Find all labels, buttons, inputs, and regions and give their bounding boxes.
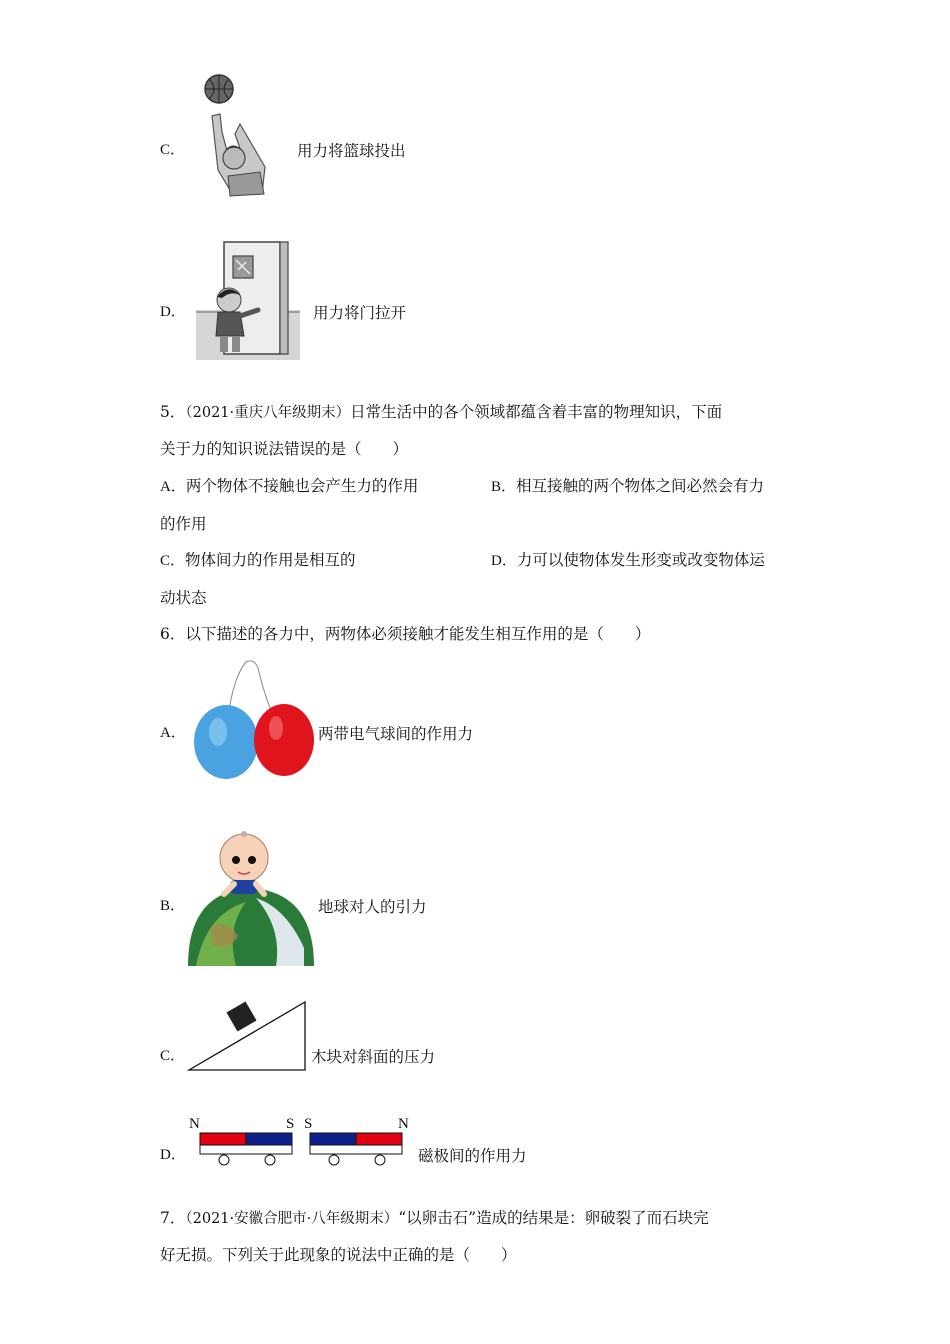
question-6-stem <box>160 622 650 644</box>
option-letter: D． <box>491 553 517 569</box>
q6-option-c-text: 木块对斜面的压力 <box>311 1048 436 1066</box>
incline-block-image <box>186 1000 310 1074</box>
option-text: 物体间力的作用是相互的 <box>185 551 356 569</box>
question-source: （2021·重庆八年级期末） <box>185 405 351 421</box>
option-text: 相互接触的两个物体之间必然会有力 <box>516 477 765 495</box>
question-text: 以下描述的各力中，两物体必须接触才能发生相互作用的是（ ） <box>185 625 651 643</box>
magnet2-left-pole-label: S <box>304 1116 313 1132</box>
option-c-letter: C． <box>160 142 186 158</box>
question-number: 5． <box>160 403 186 421</box>
magnet1-right-pole-label: S <box>286 1116 295 1132</box>
question-5-stem-line2: 关于力的知识说法错误的是（ ） <box>160 440 409 458</box>
magnet1-left-pole-label: N <box>189 1116 200 1132</box>
option-text: 两个物体不接触也会产生力的作用 <box>185 477 419 495</box>
question-5-stem-line1 <box>160 400 722 422</box>
q5-option-b <box>491 474 764 496</box>
magnet2-right-pole-label: N <box>398 1116 409 1132</box>
question-number: 7． <box>160 1209 186 1227</box>
baby-on-earth-image <box>186 818 316 968</box>
basketball-throw-image <box>200 72 275 198</box>
option-c-text: 用力将篮球投出 <box>297 142 406 160</box>
q6-option-d-text: 磁极间的作用力 <box>418 1147 527 1165</box>
q6-option-b-letter: B． <box>160 898 186 914</box>
question-number: 6． <box>160 625 186 643</box>
option-letter: C． <box>160 553 186 569</box>
q6-option-b-text: 地球对人的引力 <box>318 898 427 916</box>
q5-option-b-continued: 的作用 <box>160 515 207 533</box>
q6-option-d-letter: D． <box>160 1147 186 1163</box>
option-text: 力可以使物体发生形变或改变物体运 <box>516 551 765 569</box>
q5-option-d <box>491 548 765 570</box>
option-d-letter: D． <box>160 304 186 320</box>
question-source: （2021·安徽合肥市·八年级期末） <box>185 1211 399 1227</box>
question-7-stem-line1 <box>160 1206 709 1228</box>
q6-option-c-letter: C． <box>160 1048 186 1064</box>
magnets-on-carts-image <box>186 1112 416 1170</box>
question-text: 日常生活中的各个领域都蕴含着丰富的物理知识，下面 <box>350 403 723 421</box>
door-pull-image <box>196 240 300 360</box>
q5-option-c <box>160 548 356 570</box>
charged-balloons-image <box>190 656 316 782</box>
q5-option-d-continued: 动状态 <box>160 589 207 607</box>
q6-option-a-text: 两带电气球间的作用力 <box>318 725 474 743</box>
q6-option-a-letter: A． <box>160 725 186 741</box>
question-text: “以卵击石”造成的结果是：卵破裂了而石块完 <box>398 1209 709 1227</box>
option-letter: B． <box>491 479 517 495</box>
option-letter: A． <box>160 479 186 495</box>
question-7-stem-line2: 好无损。下列关于此现象的说法中正确的是（ ） <box>160 1246 517 1264</box>
option-d-text: 用力将门拉开 <box>313 304 407 322</box>
q5-option-a <box>160 474 418 496</box>
